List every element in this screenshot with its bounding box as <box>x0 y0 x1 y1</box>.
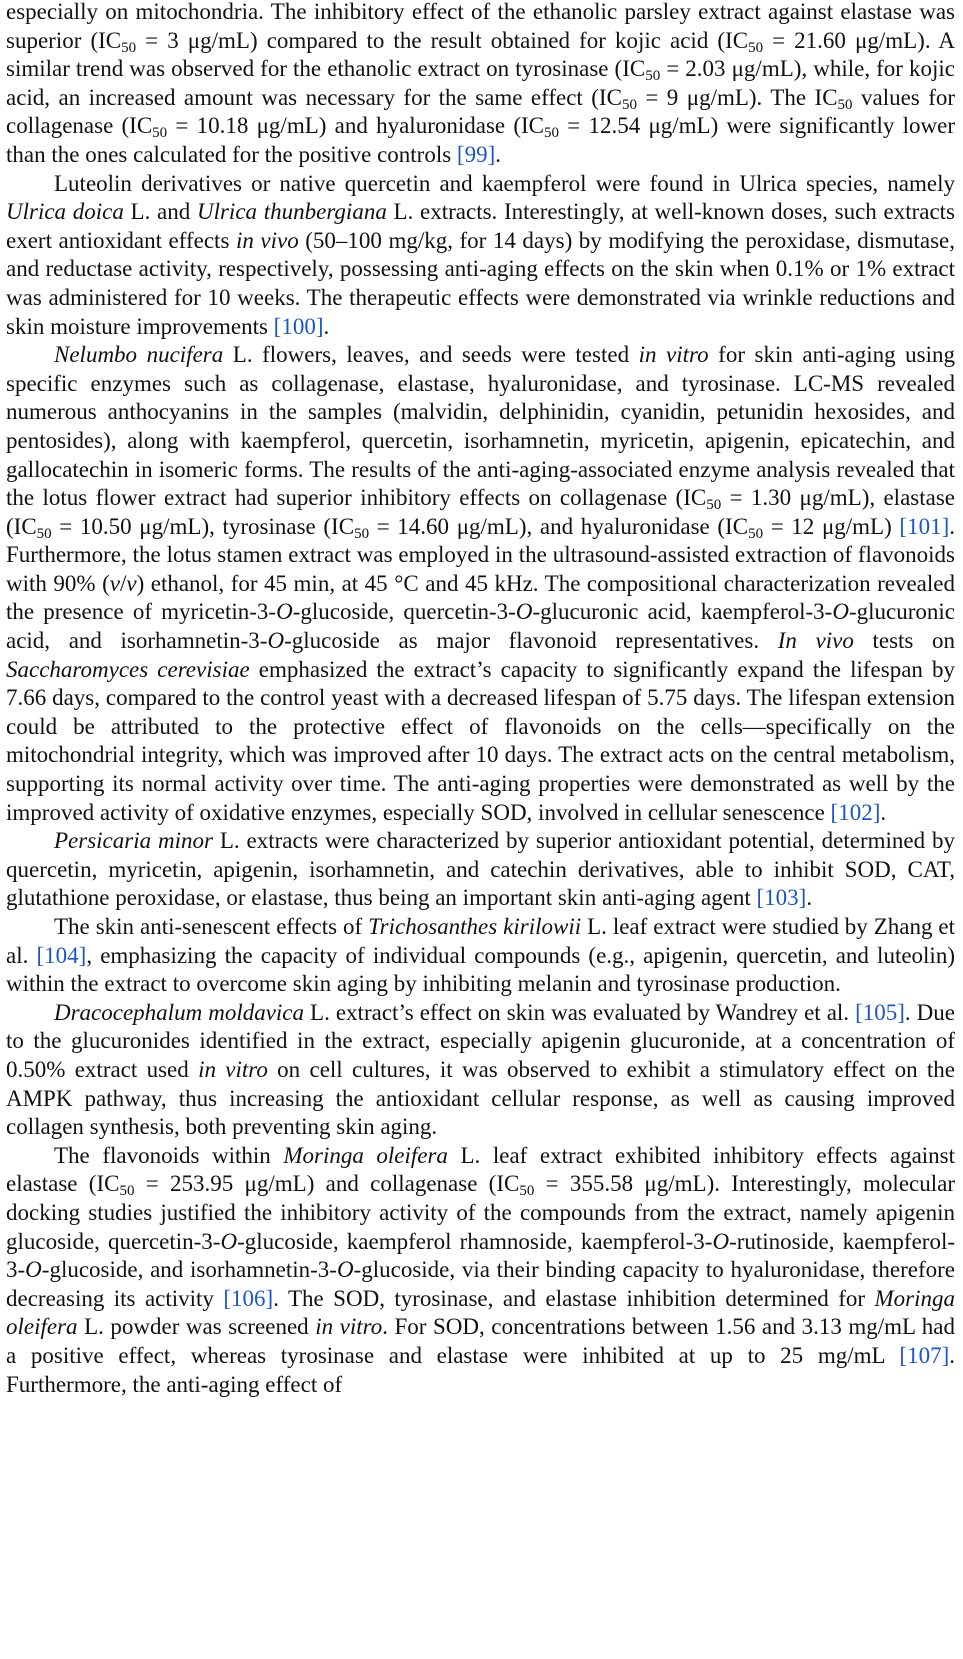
text-run: -glucuronic acid, kaempferol-3- <box>532 599 833 625</box>
italic-text: Ulrica thunbergiana <box>196 199 387 225</box>
subscript: 50 <box>837 96 853 113</box>
text-run: emphasized the extract’s capacity to significantly expand the lifespan by 7.66 days, compared to the control yeast with a decreased lifespan of 5.75 days. The lifespan extension could be attributed to the protective effect of flavonoids on the cells—specifically on the mitochondrial integrity, which was improved after 10 days. The extract acts on the central metabolism, supporting its normal activity over time. The anti-aging properties were demonstrated as well by the improved activity of oxidative enzymes, especially SOD, involved in cellular senescence <box>6 656 955 825</box>
subscript: 50 <box>748 39 764 56</box>
text-run: L. leaf extract exhibited inhibitory effects against elastase (IC <box>6 1142 956 1197</box>
italic-text: v <box>126 570 137 596</box>
italic-text: in vitro <box>315 1314 383 1340</box>
text-run: L. extracts were characterized by superior antioxidant potential, determined by quercetin, myricetin, apigenin, isorhamnetin, and catechin derivatives, able to inhibit SOD, CAT, glutathione peroxidase, or elastase, thus being an important skin anti-aging agent <box>6 828 955 911</box>
citation-link[interactable]: [104] <box>36 942 87 968</box>
text-run: -glucoside, kaempferol rhamnoside, kaempferol-3- <box>237 1228 713 1254</box>
text-run: = 14.60 μg/mL), and hyaluronidase (IC <box>369 513 749 539</box>
text-run: = 12.54 μg/mL) were significantly lower than the ones calculated for the positive controls <box>6 113 955 167</box>
text-run: values for collagenase (IC <box>6 84 956 139</box>
text-run: = 1.30 μg/mL), elastase (IC <box>6 485 955 539</box>
italic-text: O <box>267 628 285 654</box>
italic-text: in vivo <box>235 227 299 253</box>
text-run: = 12 μg/mL) <box>763 513 900 539</box>
citation-link[interactable]: [103] <box>756 885 807 911</box>
italic-text: O <box>220 1228 238 1254</box>
citation-link[interactable]: [100] <box>273 313 324 339</box>
text-run: The flavonoids within <box>54 1142 284 1168</box>
subscript: 50 <box>645 68 661 85</box>
text-run: = 253.95 μg/mL) and collagenase (IC <box>134 1171 520 1197</box>
text-run: . Furthermore, the lotus stamen extract was employed in the ultrasound-assisted extraction of flavonoids with 90% ( <box>6 513 955 596</box>
italic-text: In vivo <box>777 628 854 654</box>
italic-text: Dracocephalum moldavica <box>54 999 305 1025</box>
text-run: L. extract’s effect on skin was evaluated by Wandrey et al. <box>304 999 856 1025</box>
subscript: 50 <box>36 525 52 542</box>
italic-text: in vitro <box>638 342 709 368</box>
text-run: = 9 μg/mL). The IC <box>636 84 838 110</box>
text-run: . For SOD, concentrations between 1.56 and 3.13 mg/mL had a positive effect, whereas tyrosinase and elastase were inhibited at up to 25 mg/mL <box>6 1314 955 1368</box>
text-run: = 10.50 μg/mL), tyrosinase (IC <box>51 513 355 539</box>
text-run: L. extracts. Interestingly, at well-known doses, such extracts exert antioxidant effects <box>6 199 956 253</box>
text-run: -glucoside, and isorhamnetin-3- <box>41 1257 337 1283</box>
italic-text: O <box>515 599 533 625</box>
text-run: L. and <box>123 199 197 225</box>
body-text <box>6 0 955 1399</box>
text-run: , emphasizing the capacity of individual compounds (e.g., apigenin, quercetin, and luteolin) within the extract to overcome skin aging by inhibiting melanin and tyrosinase production. <box>6 942 955 997</box>
italic-text: in vitro <box>198 1056 268 1082</box>
text-run: = 10.18 μg/mL) and hyaluronidase (IC <box>167 113 545 139</box>
text-run: -glucoside, via their binding capacity to hyaluronidase, therefore decreasing its activity <box>6 1257 956 1311</box>
text-run: = 21.60 μg/mL). A similar trend was observed for the ethanolic extract on tyrosinase (IC <box>6 27 955 82</box>
text-run: The skin anti-senescent effects of <box>54 914 369 939</box>
text-run: = 2.03 μg/mL), while, for kojic acid, an increased amount was necessary for the same effect (IC <box>6 56 955 110</box>
citation-link[interactable]: [99] <box>456 141 496 167</box>
citation-link[interactable]: [106] <box>223 1285 274 1311</box>
paragraph <box>6 999 955 1142</box>
text-run: L. powder was screened <box>77 1314 316 1340</box>
subscript: 50 <box>621 96 637 113</box>
paragraph <box>6 341 955 827</box>
paragraph <box>6 913 955 999</box>
text-run: for skin anti-aging using specific enzymes such as collagenase, elastase, hyaluronidase, and tyrosinase. LC-MS revealed numerous anthocyanins in the samples (malvidin, delphinidin, cyanidin, petunidin hexosides, and pentosides), along with kaempferol, quercetin, isorhamnetin, myricetin, apigenin, epicatechin, and gallocatechin in isomeric forms. The results of the anti-aging-associated enzyme analysis revealed that the lotus flower extract had superior inhibitory effects on collagenase (IC <box>6 342 956 511</box>
italic-text: O <box>712 1228 730 1254</box>
text-run: -glucoside as major flavonoid representatives. <box>284 628 778 654</box>
text-run: . <box>806 885 813 911</box>
italic-text: v <box>109 570 120 596</box>
subscript: 50 <box>354 525 370 542</box>
subscript: 50 <box>152 125 168 142</box>
text-run: . The SOD, tyrosinase, and elastase inhibition determined for <box>273 1285 875 1311</box>
italic-text: Moringa oleifera <box>283 1142 448 1168</box>
citation-link[interactable]: [101] <box>899 513 950 539</box>
text-run: -glucuronic acid, and isorhamnetin-3- <box>6 599 955 654</box>
text-run: L. leaf extract were studied by Zhang et al. <box>6 914 956 968</box>
text-run: / <box>119 570 127 596</box>
paragraph <box>6 0 955 170</box>
text-run: . <box>495 141 501 167</box>
text-run: = 3 μg/mL) compared to the result obtained for kojic acid (IC <box>136 27 749 53</box>
subscript: 50 <box>121 39 137 56</box>
subscript: 50 <box>519 1183 535 1200</box>
text-run: . Due to the glucuronides identified in the extract, especially apigenin glucuronide, at a concentration of 0.50% extract used <box>6 999 955 1082</box>
text-run: . <box>880 799 887 825</box>
subscript: 50 <box>544 125 560 142</box>
subscript: 50 <box>748 525 764 542</box>
text-run: L. flowers, leaves, and seeds were tested <box>223 342 639 368</box>
paragraph <box>6 827 955 913</box>
italic-text: Nelumbo nucifera <box>54 342 224 368</box>
paragraph <box>6 1142 955 1399</box>
text-run: (50–100 mg/kg, for 14 days) by modifying the peroxidase, dismutase, and reductase activity, respectively, possessing anti-aging effects on the skin when 0.1% or 1% extract was administered for 10 weeks. The therapeutic effects were demonstrated via wrinkle reductions and skin moisture improvements <box>6 227 955 339</box>
citation-link[interactable]: [102] <box>830 799 881 825</box>
text-run: Luteolin derivatives or native quercetin and kaempferol were found in Ulrica species, namely <box>54 170 955 196</box>
text-run: -rutinoside, kaempferol-3- <box>6 1228 956 1283</box>
text-run: ) ethanol, for 45 min, at 45 °C and 45 kHz. The compositional characterization revealed the presence of myricetin-3- <box>6 570 955 625</box>
subscript: 50 <box>706 497 722 514</box>
italic-text: O <box>276 599 293 625</box>
italic-text: Ulrica doica <box>6 199 124 225</box>
italic-text: Trichosanthes kirilowii <box>368 914 582 939</box>
italic-text: O <box>832 599 849 625</box>
paragraph <box>6 170 955 342</box>
citation-link[interactable]: [107] <box>899 1342 950 1368</box>
subscript: 50 <box>119 1183 135 1200</box>
italic-text: O <box>25 1257 42 1283</box>
text-run: -glucoside, quercetin-3- <box>292 599 516 625</box>
text-run: tests on <box>853 628 955 654</box>
text-run: . <box>323 313 330 339</box>
italic-text: Moringa oleifera <box>6 1285 955 1340</box>
italic-text: Saccharomyces cerevisiae <box>6 656 250 682</box>
italic-text: O <box>336 1257 354 1283</box>
italic-text: Persicaria minor <box>54 828 213 854</box>
citation-link[interactable]: [105] <box>855 999 905 1025</box>
text-run: = 355.58 μg/mL). Interestingly, molecular docking studies justified the inhibitory activity of the compounds from the extract, namely apigenin glucoside, quercetin-3- <box>6 1171 955 1254</box>
text-run: . Furthermore, the anti-aging effect of <box>6 1342 955 1397</box>
text-run: especially on mitochondria. The inhibitory effect of the ethanolic parsley extract against elastase was superior (IC <box>6 0 955 53</box>
text-run: on cell cultures, it was observed to exhibit a stimulatory effect on the AMPK pathway, thus increasing the antioxidant cellular response, as well as causing improved collagen synthesis, both preventing skin aging. <box>6 1056 955 1140</box>
